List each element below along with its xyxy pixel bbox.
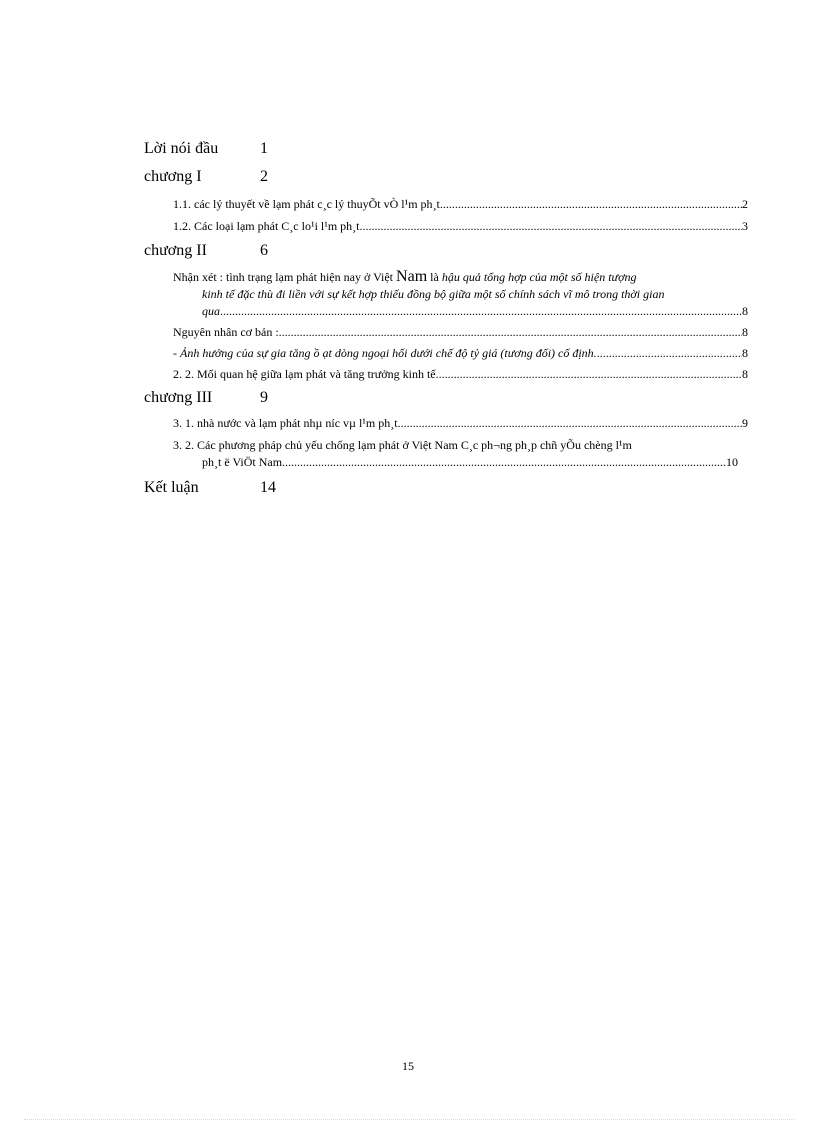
toc-leader-dots <box>597 345 742 361</box>
toc-leader-dots <box>282 454 726 471</box>
toc-entry-label: ph¸t ë ViÖt Nam <box>202 455 283 469</box>
toc-entry-3-2-line-1: 3. 2. Các phương pháp chủ yếu chống lạm phát ở Việt Nam C¸c ph¬ng ph¸p chñ yÕu chèng l¹m <box>173 438 632 452</box>
toc-note-big: Nam <box>396 268 428 285</box>
toc-entry-page: 9 <box>742 416 748 430</box>
toc-heading-title: Kết luận <box>144 479 199 496</box>
toc-leader-dots <box>220 303 742 320</box>
toc-heading-title: chương III <box>144 389 213 406</box>
toc-note-mid: là <box>430 270 439 284</box>
toc-entry-page: 2 <box>742 197 748 211</box>
toc-heading-page: 9 <box>260 389 268 406</box>
toc-heading-title: Lời nói đầu <box>144 140 219 157</box>
toc-heading-title: chương II <box>144 242 207 259</box>
toc-note-italic-1: hậu quả tổng hợp của một số hiện tượng <box>441 270 637 284</box>
toc-entry-label: 3. 1. nhà nước và lạm phát nhµ níc vµ l¹m ph¸t <box>173 416 398 430</box>
toc-leader-dots <box>279 324 742 340</box>
toc-leader-dots <box>440 196 742 212</box>
toc-leader-dots <box>360 218 743 234</box>
toc-note-line-1 <box>173 268 748 286</box>
toc-note-prefix: Nhận xét : tình trạng lạm phát hiện nay ở Việt <box>173 270 394 284</box>
toc-heading-page: 1 <box>260 140 268 157</box>
toc-entry-2-2[interactable] <box>173 366 748 382</box>
toc-entry-page: 8 <box>742 346 748 360</box>
page-number: 15 <box>402 1059 414 1073</box>
toc-entry-influence[interactable] <box>173 345 748 361</box>
toc-leader-dots <box>398 415 742 431</box>
toc-entry-page: 10 <box>726 455 738 469</box>
toc-entry-label: 1.1. các lý thuyết về lạm phát c¸c lý thuyÕt vÒ l¹m ph¸t <box>173 197 440 211</box>
toc-entry-page: 8 <box>742 304 748 318</box>
toc-entry-causes[interactable] <box>173 324 748 340</box>
toc-entry-3-2-line-2 <box>202 454 738 471</box>
toc-entry-page: 3 <box>742 219 748 233</box>
toc-entry-page: 8 <box>742 367 748 381</box>
toc-note-italic-3: qua <box>202 304 220 318</box>
toc-entry-1-2[interactable] <box>173 218 748 234</box>
toc-entry-label: - Ảnh hưởng của sự gia tăng ồ ạt dòng ngoại hối dưới chế độ tỷ giá (tương đối) cố định. <box>173 346 597 360</box>
toc-entry-label: 2. 2. Mối quan hệ giữa lạm phát và tăng trưởng kinh tế. <box>173 367 439 381</box>
toc-heading-title: chương I <box>144 168 202 185</box>
toc-heading-chapter-2[interactable] <box>144 240 748 262</box>
toc-entry-note[interactable] <box>173 268 748 320</box>
toc-heading-conclusion[interactable] <box>144 477 748 499</box>
toc-entry-1-1[interactable] <box>173 196 748 212</box>
toc-note-line-3 <box>202 303 748 320</box>
toc-entry-page: 8 <box>742 325 748 339</box>
toc-entry-label: Nguyên nhân cơ bản : <box>173 325 279 339</box>
toc-heading-page: 2 <box>260 168 268 185</box>
toc-heading-page: 6 <box>260 242 268 259</box>
toc-note-line-2: kinh tế đặc thù đi liền với sự kết hợp thiếu đồng bộ giữa một số chính sách vĩ mô trong thời gian <box>202 287 665 301</box>
toc-entry-3-2[interactable] <box>173 437 748 471</box>
page-bottom-divider <box>24 1119 794 1120</box>
toc-heading-intro[interactable] <box>144 138 748 160</box>
toc-entry-3-1[interactable] <box>173 415 748 431</box>
table-of-contents <box>144 138 748 499</box>
toc-entry-label: 1.2. Các loại lạm phát C¸c lo¹i l¹m ph¸t <box>173 219 360 233</box>
toc-heading-page: 14 <box>260 479 276 496</box>
toc-heading-chapter-3[interactable] <box>144 387 748 409</box>
toc-heading-chapter-1[interactable] <box>144 166 748 188</box>
toc-leader-dots <box>439 366 742 382</box>
